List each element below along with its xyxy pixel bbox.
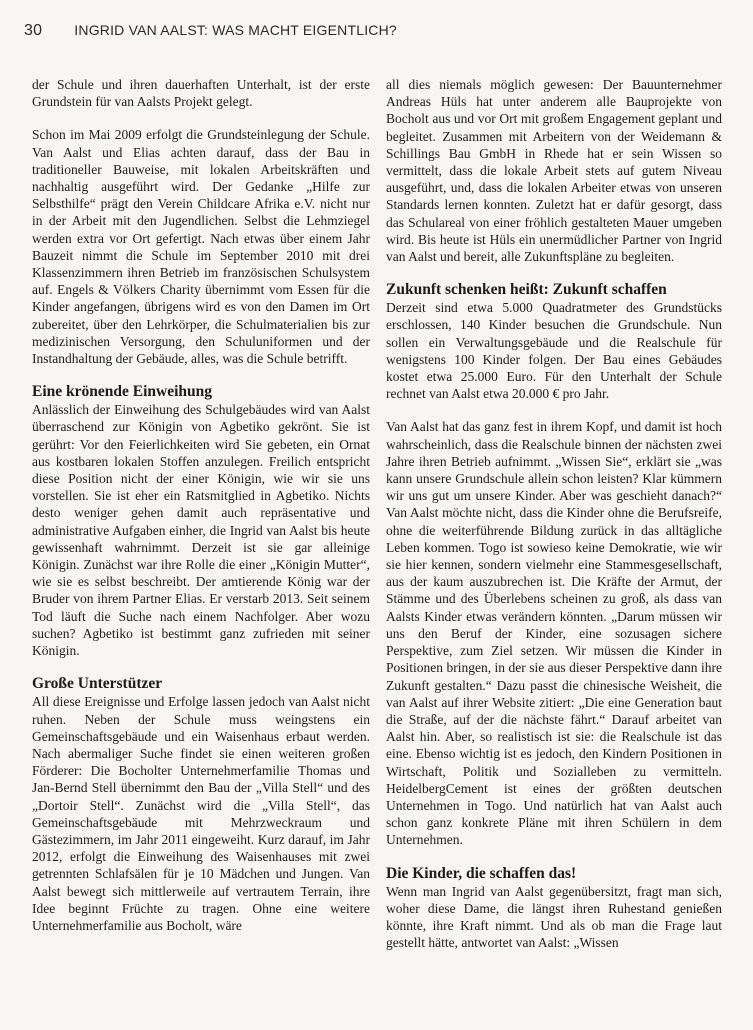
- section-heading: Eine krönende Einweihung: [32, 383, 213, 401]
- paragraph: der Schule und ihren dauerhaften Unterhalt, ist der erste Grundstein für van Aalsts Projekt gelegt.: [32, 77, 370, 110]
- paragraph: Schon im Mai 2009 erfolgt die Grundsteinlegung der Schule. Van Aalst und Elias achten darauf, dass der Bau in traditioneller Bauweise, mit lokalen Arbeitskräften und nachhaltig ausgeführt wird. Der Gedanke „Hilfe zur Selbsthilfe“ prägt den Verein Childcare Afrika e.V. nicht nur in der Arbeit mit den Jugendlichen. Selbst die Lehmziegel werden extra vor Ort gefertigt. Nach etwas über einem Jahr Bauzeit nimmt die Schule im September 2010 mit drei Klassenzimmern ihren Betrieb im französischen Schulsystem auf. Engels & Völkers Charity übernimmt vom Essen für die Kinder angefangen, übrigens wird es von den Damen im Ort zubereitet, über den Lehrkörper, die Schulmaterialien bis zur medizinischen Versorgung, den Schuluniformen und der Instandhaltung der Gebäude, alles, was die Schule betrifft.: [32, 127, 370, 367]
- right-column: [386, 76, 722, 967]
- section-heading: Zukunft schenken heißt: Zukunft schaffen: [386, 281, 667, 299]
- paragraph: Van Aalst hat das ganz fest in ihrem Kopf, und damit ist hoch wahrscheinlich, dass die Realschule binnen der nächsten zwei Jahre ihren Betrieb aufnimmt. „Wissen Sie“, erklärt sie „was kann unsere Grundschule allein schon leisten? Klar kümmern wir uns gut um unsere Kinder. Aber was geschieht danach?“ Van Aalst möchte nicht, dass die Kinder ohne die Berufsreife, ohne die weiterführende Bildung zurück in das alltägliche Leben kommen. Togo ist sowieso keine Demokratie, wie wir sie hier kennen, sondern vielmehr eine Stammesgesellschaft, aus der kaum auszubrechen ist. Die Kräfte der Armut, der Stämme und des Überlebens scheinen zu groß, als dass van Aalsts Kinder etwas verändern könnten. „Darum müssen wir uns den Beruf der Kinder, eine sozusagen sichere Perspektive, zum Ziel setzen. Wir müssen die Kinder in Positionen bringen, in der sie aus dieser Perspektive dann ihre Zukunft gestalten.“ Dazu passt die chinesische Weisheit, die van Aalst auf ihrer Website zitiert: „Die eine Generation baut die Straße, auf der die nächste fährt.“ Darauf arbeitet van Aalst hin. Aber, so realistisch ist sie: die Realschule ist das eine. Ebenso wichtig ist es jedoch, den Kindern Positionen in Wirtschaft, Politik und Sozialleben zu vermitteln. HeidelbergCement ist eines der größten deutschen Unternehmen in Togo. Und natürlich hat van Aalst auch schon ganz konkrete Pläne mit ihren Schülern in dem Unternehmen.: [386, 419, 722, 848]
- page-number: 30: [24, 22, 43, 39]
- paragraph: Derzeit sind etwa 5.000 Quadratmeter des Grundstücks erschlossen, 140 Kinder besuchen die Grundschule. Nun sollen ein Verwaltungsgebäude und die Realschule für wenigstens 100 Kinder folgen. Der Bau eines Gebäudes kostet etwa 25.000 Euro. Für den Unterhalt der Schule rechnet van Aalst etwa 20.000 € pro Jahr.: [386, 300, 722, 402]
- paragraph: Wenn man Ingrid van Aalst gegenübersitzt, fragt man sich, woher diese Dame, die längst ihren Ruhestand genießen könnte, ihre Kraft nimmt. Und als ob man die Frage laut gestellt hätte, antwortet van Aalst: „Wissen: [386, 883, 722, 951]
- left-column: [32, 76, 370, 950]
- running-title: INGRID VAN AALST: WAS MACHT EIGENTLICH?: [74, 22, 397, 38]
- running-header: [24, 22, 397, 40]
- paragraph: All diese Ereignisse und Erfolge lassen jedoch van Aalst nicht ruhen. Neben der Schule muss weingstens ein Gemeinschaftsgebäude und ein Waisenhaus erbaut werden. Nach abermaliger Suche findet sie einen weiteren großen Förderer: Die Bocholter Unternehmerfamilie Thomas und Jan-Bernd Stell übernimmt den Bau der „Villa Stell“ und des „Dortoir Stell“. Zunächst wird die „Villa Stell“, das Gemeinschaftsgebäude mit Mehrzweckraum und Gästezimmern, im Jahr 2011 eingeweiht. Kurz darauf, im Jahr 2012, erfolgt die Einweihung des Waisenhauses mit zwei getrennten Schlafsälen für je 10 Mädchen und Jungen. Van Aalst bewegt sich mittlerweile auf vertrautem Terrain, ihre Idee beginnt Früchte zu tragen. Ohne eine weitere Unternehmerfamilie aus Bocholt, wäre: [32, 694, 370, 933]
- paragraph: all dies niemals möglich gewesen: Der Bauunternehmer Andreas Hüls hat unter anderem alle Bauprojekte von Bocholt aus und vor Ort mit großem Engagement geplant und begleitet. Zusammen mit Arbeitern von der Weidemann & Schillings Bau GmbH in Rhede hat er sein Wissen so vermittelt, dass die lokale Arbeit stets auf gutem Niveau ausgeführt, und, dass die lokalen Arbeiter etwas von unseren Standards lernen konnten. Zuletzt hat er dafür gesorgt, dass das Schulareal von einer fröhlich gestalteten Mauer umgeben wird. Bis heute ist Hüls ein unermüdlicher Partner von Ingrid van Aalst und bereit, alle Zukunftspläne zu begleiten.: [386, 77, 722, 265]
- section-heading: Die Kinder, die schaffen das!: [386, 864, 577, 882]
- section-heading: Große Unterstützer: [32, 675, 163, 693]
- paragraph: Anlässlich der Einweihung des Schulgebäudes wird van Aalst überraschend zur Königin von Agbetiko gekrönt. Sie ist gerührt: Vor den Feierlichkeiten wird Sie gebeten, ein Ornat aus kostbaren lokalen Stoffen anzulegen. Freilich entspricht diese Position nicht der einer Königin, wie wir sie uns vorstellen. Sie ist eher ein Ratsmitglied in Agbetiko. Nichts desto weniger gehen damit auch repräsentative und administrative Aufgaben einher, die Ingrid van Aalst bis heute gewissenhaft wahrnimmt. Derzeit ist sie gar alleinige Königin. Zunächst war ihre Rolle die einer „Königin Mutter“, wie sie es selbst beschreibt. Der amtierende König war der Bruder von ihrem Partner Elias. Er verstarb 2013. Seit seinem Tod läuft die Suche nach einem Nachfolger. Aber wozu suchen? Agbetiko ist bestimmt ganz zufrieden mit seiner Königin.: [32, 402, 370, 659]
